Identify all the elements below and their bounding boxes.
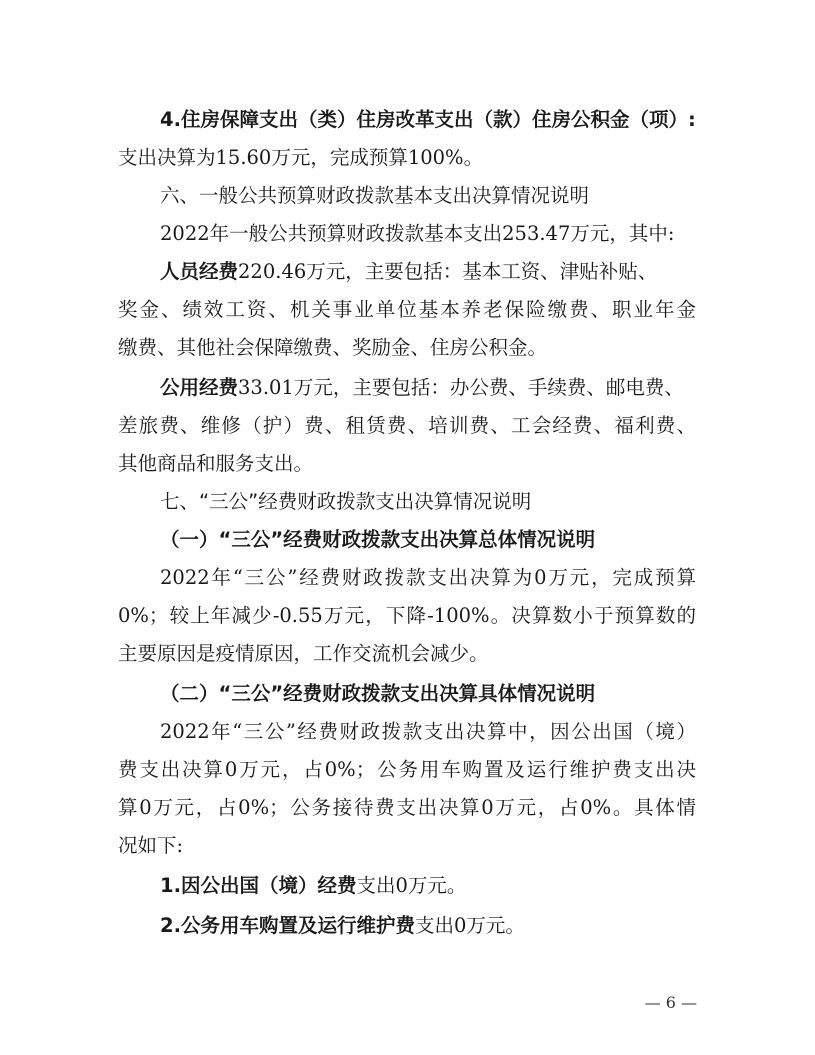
p1-heading-text: 4.住房保障支出（类）住房改革支出（款）住房公积金（项）: <box>160 108 696 131</box>
personnel-line1-text: 220.46万元，主要包括：基本工资、津贴补贴、 <box>238 260 658 283</box>
public-line3 <box>118 446 696 482</box>
sub1-line1 <box>160 560 696 596</box>
section6-line1 <box>160 216 696 252</box>
section7-sub1-title <box>160 522 696 558</box>
item2 <box>160 908 696 944</box>
section7-title <box>160 484 696 520</box>
item1-text: 支出0万元。 <box>356 874 467 897</box>
public-line1-text: 33.01万元，主要包括：办公费、手续费、邮电费、 <box>238 376 684 399</box>
sub1-line3-text: 主要原因是疫情原因，工作交流机会减少。 <box>118 642 489 665</box>
personnel-label: 人员经费 <box>160 260 239 283</box>
personnel-line1 <box>160 254 696 290</box>
sub2-line4 <box>118 828 696 864</box>
sub1-line2 <box>118 598 696 634</box>
section7-sub2-title <box>160 676 696 712</box>
personnel-line2 <box>118 292 696 328</box>
sub2-line2-text: 费支出决算0万元，占0%；公务用车购置及运行维护费支出决 <box>118 758 696 781</box>
sub2-line1-text: 2022年“三公”经费财政拨款支出决算中，因公出国（境） <box>160 720 696 743</box>
sub1-line2-text: 0%；较上年减少-0.55万元，下降-100%。决算数小于预算数的 <box>118 604 696 627</box>
item1 <box>160 868 696 904</box>
page-number: — 6 — <box>644 993 697 1012</box>
public-line1 <box>160 370 696 406</box>
personnel-line3 <box>118 330 696 366</box>
sub2-line2 <box>118 752 696 788</box>
p1-body <box>118 140 696 176</box>
public-line2 <box>118 408 696 444</box>
p1-heading <box>160 102 696 138</box>
sub2-line1 <box>160 714 696 750</box>
item1-label: 1.因公出国（境）经费 <box>160 874 357 897</box>
section6-title <box>160 178 696 214</box>
sub2-line3-text: 算0万元，占0%；公务接待费支出决算0万元，占0%。具体情 <box>118 796 696 819</box>
personnel-line3-text: 缴费、其他社会保障缴费、奖励金、住房公积金。 <box>118 336 548 359</box>
sub2-line4-text: 况如下: <box>118 834 184 857</box>
item2-text: 支出0万元。 <box>414 914 525 937</box>
item2-label: 2.公务用车购置及运行维护费 <box>160 914 415 937</box>
section7-title-text: 七、“三公”经费财政拨款支出决算情况说明 <box>160 490 532 513</box>
sub1-line1-text: 2022年“三公”经费财政拨款支出决算为0万元，完成预算 <box>160 566 696 589</box>
p1-body-text: 支出决算为15.60万元，完成预算100%。 <box>118 146 484 169</box>
personnel-line2-text: 奖金、绩效工资、机关事业单位基本养老保险缴费、职业年金 <box>118 298 696 321</box>
sub2-line3 <box>118 790 696 826</box>
public-line2-text: 差旅费、维修（护）费、租赁费、培训费、工会经费、福利费、 <box>118 414 696 437</box>
public-label: 公用经费 <box>160 376 239 399</box>
section6-line1-text: 2022年一般公共预算财政拨款基本支出253.47万元，其中: <box>160 222 675 245</box>
section6-title-text: 六、一般公共预算财政拨款基本支出决算情况说明 <box>160 184 590 207</box>
public-line3-text: 其他商品和服务支出。 <box>118 452 314 475</box>
sub1-line3 <box>118 636 696 672</box>
section7-sub2-title-text: （二）“三公”经费财政拨款支出决算具体情况说明 <box>160 682 596 705</box>
section7-sub1-title-text: （一）“三公”经费财政拨款支出决算总体情况说明 <box>160 528 596 551</box>
